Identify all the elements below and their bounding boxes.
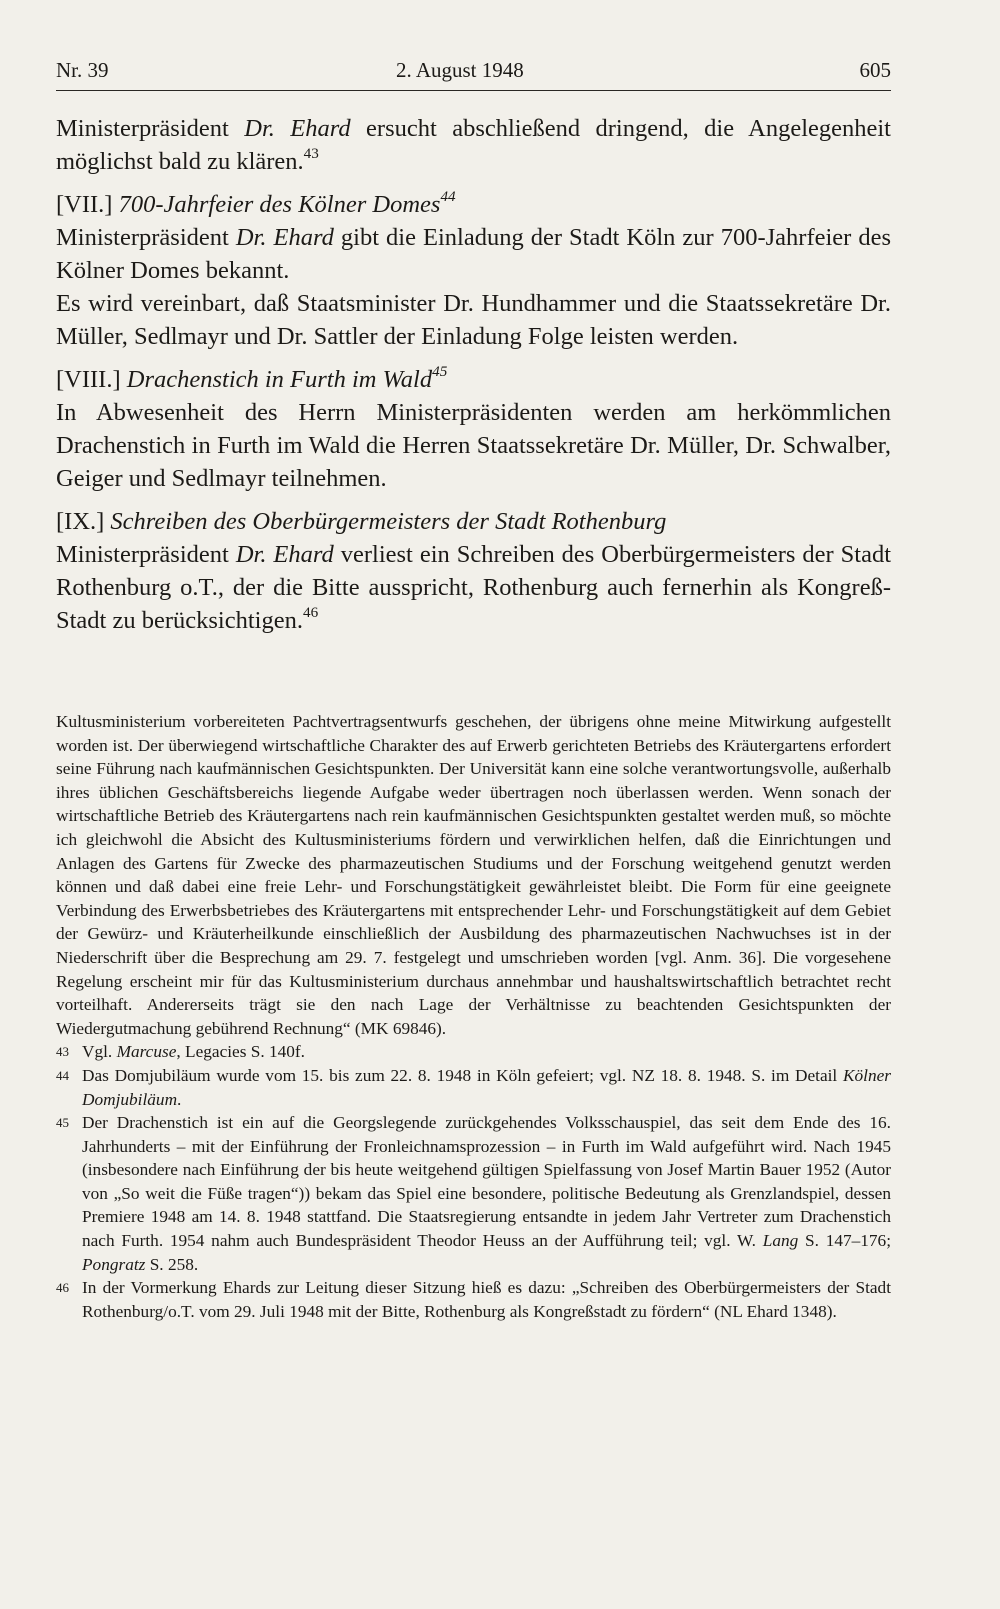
footnote-ref-46[interactable]: 46 xyxy=(302,603,319,621)
footnotes xyxy=(56,710,891,1323)
person-name: Dr. Ehard xyxy=(235,541,334,568)
footnote-continuation: Kultusministerium vorbereiteten Pachtvertragsentwurfs geschehen, der übrigens ohne meine Mitwirkung aufgestellt worden ist. Der überwiegend wirtschaftliche Charakter des auf Erwerb gerichteten Betriebs des Kräutergartens erfordert seine Führung nach kaufmännischen Gesichtspunkten. Der Universität kann eine solche verantwortungsvolle, außerhalb ihres üblichen Geschäftsbereichs liegende Aufgabe weder übertragen noch überlassen werden. Wenn sonach der wirtschaftliche Betrieb des Kräutergartens nach rein kaufmännischen Gesichtspunkten gestaltet werden muß, so möchte ich gleichwohl die Absicht des Kultusministeriums fördern und verwirklichen helfen, daß die Einrichtungen und Anlagen des Gartens für Zwecke des pharmazeutischen Studiums und der Forschung weitgehend genutzt werden können und daß dabei eine freie Lehr- und Forschungstätigkeit gewährleistet bleibt. Die Form für eine geeignete Verbindung des Erwerbsbetriebes des Kräutergartens mit entsprechender Lehr- und Forschungstätigkeit auf dem Gebiet der Gewürz- und Kräuterheilkunde einschließlich der Ausbildung des pharmazeutischen Nachwuchses ist in der Niederschrift über die Besprechung am 29. 7. festgelegt und umschrieben worden [vgl. Anm. 36]. Die vorgesehene Regelung erscheint mir für das Kultusministerium durchaus annehmbar und haushaltswirtschaftlich betrachtet recht vorteilhaft. Andererseits trägt sie den nach Lage der Verhältnisse zu beachtenden Gesichtspunkten der Wiedergutmachung gebührend Rechnung“ (MK 69846). xyxy=(56,712,891,1038)
issue-number: Nr. 39 xyxy=(56,58,109,82)
footnote-ref-45[interactable]: 45 xyxy=(432,362,448,380)
footnote-number: 44 xyxy=(56,1067,69,1083)
footnote-ref-43[interactable]: 43 xyxy=(303,144,319,162)
paragraph-ehard-request: Ministerpräsident Dr. Ehard ersucht abschließend dringend, die Angelegenheit möglichst bald zu klären.$^{43}$ xyxy=(56,115,891,175)
section-heading-ix: [IX.] Schreiben des Oberbürgermeisters der Stadt Rothenburg xyxy=(56,508,667,535)
footnote-43: 43 Vgl. Marcuse, Legacies S. 140f. xyxy=(56,1040,891,1064)
footnote-45: 45 Der Drachenstich ist ein auf die Georgslegende zurückgehendes Volksschauspiel, das seit dem Ende des 16. Jahrhunderts – mit der Einführung der Fronleichnamsprozession – in Furth im Wald aufgeführt wird. Nach 1945 (insbesondere nach Einführung der bis heute weitgehend gültigen Spielfassung von Josef Martin Bauer 1952 (Autor von „So weit die Füße tragen“)) bekam das Spiel eine besondere, politische Bedeutung als Grenzlandspiel, dessen Premiere 1948 am 14. 8. 1948 stattfand. Die Staatsregierung entsandte in jedem Jahr Vertreter zum Drachenstich nach Furth. 1954 nahm auch Bundespräsident Theodor Heuss an der Aufführung teil; vgl. W. Lang S. 147–176; Pongratz S. 258. xyxy=(56,1113,892,1274)
footnote-number: 46 xyxy=(56,1280,69,1296)
footnote-number: 43 xyxy=(56,1044,69,1060)
paragraph-drachenstich: In Abwesenheit des Herrn Ministerpräsidenten werden am herkömmlichen Drachenstich in Furth im Wald die Herren Staatssekretäre Dr. Müller, Dr. Schwalber, Geiger und Sedlmayr teilnehmen. xyxy=(56,399,891,492)
footnote-44: 44 Das Domjubiläum wurde vom 15. bis zum 22. 8. 1948 in Köln gefeiert; vgl. NZ 18. 8. 1948. S. im Detail Kölner Domjubiläum. xyxy=(56,1065,891,1109)
paragraph-invitation: Ministerpräsident Dr. Ehard gibt die Einladung der Stadt Köln zur 700-Jahrfeier des Kölner Domes bekannt. xyxy=(56,224,892,284)
person-name: Dr. Ehard xyxy=(235,224,334,251)
footnote-ref-44[interactable]: 44 xyxy=(440,187,456,205)
footnote-number: 45 xyxy=(56,1115,69,1131)
section-heading-vii: [VII.] 700-Jahrfeier des Kölner Domes$^{44}$ xyxy=(56,187,456,218)
running-header xyxy=(56,52,891,91)
person-name: Dr. Ehard xyxy=(244,115,351,142)
section-heading-viii: [VIII.] Drachenstich in Furth im Wald$^{45}$ xyxy=(56,362,448,393)
footnote-46: 46 In der Vormerkung Ehards zur Leitung dieser Sitzung hieß es dazu: „Schreiben des Oberbürgermeisters der Stadt Rothenburg/o.T. vom 29. Juli 1948 mit der Bitte, Rothenburg als Kongreßstadt zu fördern“ (NL Ehard 1348). xyxy=(56,1278,891,1321)
header-date: 2. August 1948 xyxy=(396,58,524,82)
paragraph-agreement: Es wird vereinbart, daß Staatsminister Dr. Hundhammer und die Staatssekretäre Dr. Müller, Sedlmayr und Dr. Sattler der Einladung Folge leisten werden. xyxy=(56,290,891,350)
paragraph-rothenburg: Ministerpräsident Dr. Ehard verliest ein Schreiben des Oberbürgermeisters der Stadt Rothenburg o.T., der die Bitte ausspricht, Rothenburg auch fernerhin als Kongreß-Stadt zu berücksichtigen.$^{46}$ xyxy=(56,541,892,634)
page-number: 605 xyxy=(859,58,891,82)
main-text xyxy=(56,112,891,647)
